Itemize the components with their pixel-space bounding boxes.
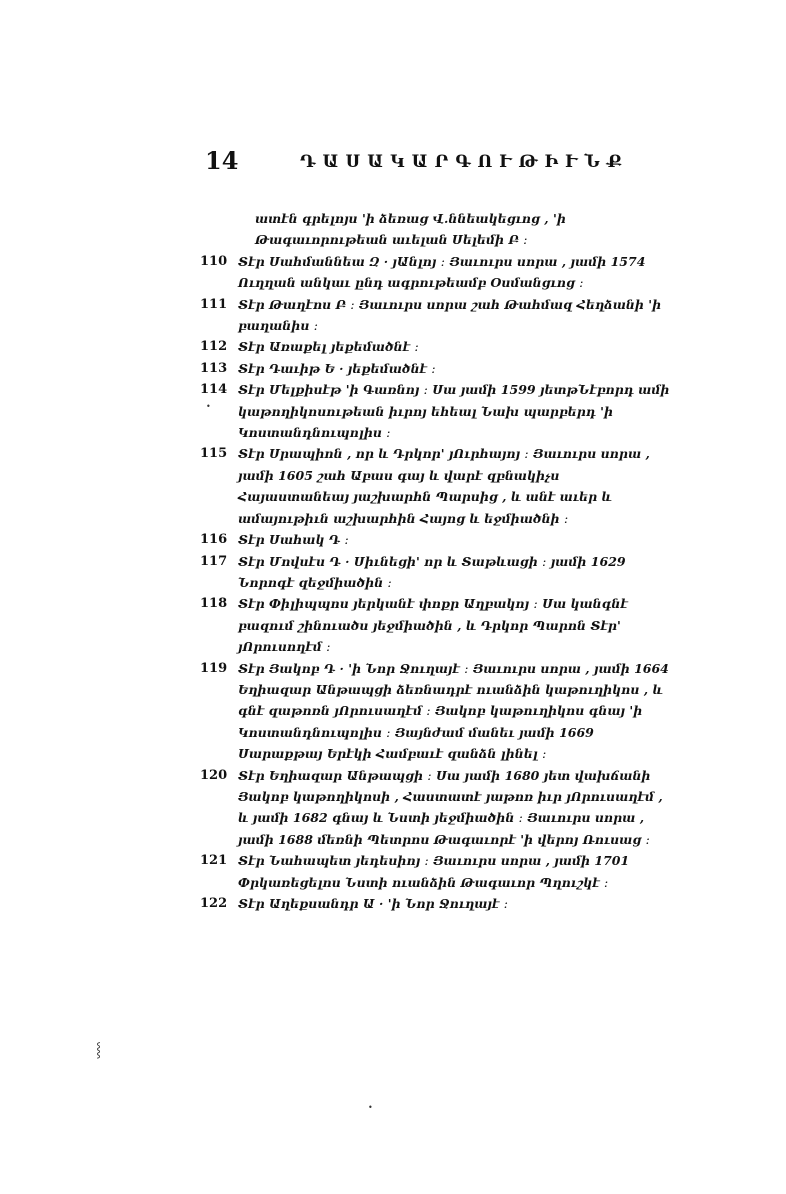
entry-text: Տէր Սահակ Դ ։ [238,532,349,548]
list-item [200,294,670,337]
entry-number: 114 [200,382,228,398]
list-item [200,208,670,251]
entry-text: Տէր Փիլիպպոս յերկանէ փոքր Աղբակոյ ։ Սա կանգնէ բազում շինուածս յեջմիածին , և Դրկոր Պարոն Տէր' յՈրուսողէմ ։ [238,596,628,655]
list-item [200,658,670,765]
entry-number: 121 [200,853,228,869]
list-item [200,379,670,443]
entry-text: Տէր Թաղէոս Բ ։ Յաւուրս սորա շահ Թահմազ Հեղձանի 'ի բաղանիս ։ [238,296,662,334]
list-item [200,765,670,851]
entry-text: Տէր Նահապետ յեդեսիոյ ։ Յաւուրս սորա , յամի 1701 Փրկառեցելոս Նստի ուանձին Թագաւոր Պղուշկէ ։ [238,853,630,890]
entry-text: Տէր Սրապիոն , որ և Դրկոր' յՈւրհայոյ ։ Յաւուրս սորա , յամի 1605 շահ Աբաս գայ և վարէ զբնակիչս Հայաստանեայ յաշխարհն Պարսից , և անէ աւեր և ամայութիւն աշխարհին Հայոց և եջմիածնի ։ [238,446,650,526]
running-title: ԴԱՍԱԿԱՐԳՈՒԹԻՒՆՔ [300,152,629,172]
entry-text: ատէն գրելոյս 'ի ձեռաց Վ.ննեակեցւոց , 'ի Թագաւորութեան աւելան Սելեմի Բ ։ [255,211,566,248]
list-item [200,358,670,379]
ink-dot: • [206,402,211,411]
entry-text: Տէր Սահմաննեա Զ · յԱնլոյ ։ Յաւուրս սորա , յամի 1574 Ուղղան անկաւ ընդ ագրութեամբ Օսմանցւոց ։ [238,253,646,291]
entry-number: 112 [200,339,228,355]
entry-number: 115 [200,446,228,462]
ink-dot: • [368,1103,373,1112]
list-item [200,251,670,294]
list-item [200,529,670,550]
entry-number: 119 [200,660,228,676]
entry-list [200,208,670,914]
entry-number: 111 [200,296,228,312]
entry-number: 113 [200,360,228,376]
entry-number: 110 [200,253,228,269]
entry-text: Տէր Մովսէս Դ · Սիւնեցի' որ և Տաթևացի ։ յամի 1629 Նորոգէ զեջմիածին ։ [238,553,626,590]
page-header [205,146,629,180]
entry-text: Տէր Աղեքսանդր Ա · 'ի Նոր Ջուղայէ ։ [238,896,508,911]
list-item [200,551,670,594]
list-item [200,593,670,657]
list-item [200,443,670,529]
margin-mark: ⸾ [96,1042,102,1058]
entry-number: 117 [200,553,228,569]
entry-text: Տէր Մելքիսէթ 'ի Գառնոյ ։ Սա յամի 1599 յետթՆէբորդ ամի կաթողիկոսութեան իւրոյ եհեալ Նախ պարբերդ 'ի Կոստանդնուպոլիս ։ [238,382,670,441]
list-item [200,850,670,893]
list-item [200,336,670,357]
entry-text: Տէր Դաւիթ Ե · յեքեմածնէ ։ [238,360,436,376]
entry-number: 118 [200,596,228,612]
entry-text: Տէր Յակոբ Դ · 'ի Նոր Ջուղայէ ։ Յաւուրս սորա , յամի 1664 Եղիազար Անթապցի ձեռնադրէ ուանձին կաթուղիկոս , և գնէ զաթոռն յՈրուսաղէմ ։ Յակոբ կաթուղիկոս գնայ 'ի Կոստանդնուպոլիս ։ Յայնժամ մանեւ յամի 1669 Սարաքթայ Երէկի Համբաւէ զանձն լինել ։ [238,660,669,762]
entry-number: 122 [200,896,228,911]
entry-number: 116 [200,532,228,548]
entry-text: Տէր Առաքել յեքեմածնէ ։ [238,339,419,355]
entry-number: 120 [200,767,228,783]
page-number: 14 [205,146,239,175]
entry-text: Տէր Եղիազար Անթապցի ։ Սա յամի 1680 յետ վախճանի Յակոբ կաթողիկոսի , Հաստատէ յաթոռ իւր յՈրուսաղէմ , և յամի 1682 գնայ և Նստի յեջմիածին ։ Յաւուրս սորա , յամի 1688 մեռնի Պետրոս Թագաւորէ 'ի վերոյ Ռուսաց ։ [238,767,663,847]
list-item [200,893,670,914]
